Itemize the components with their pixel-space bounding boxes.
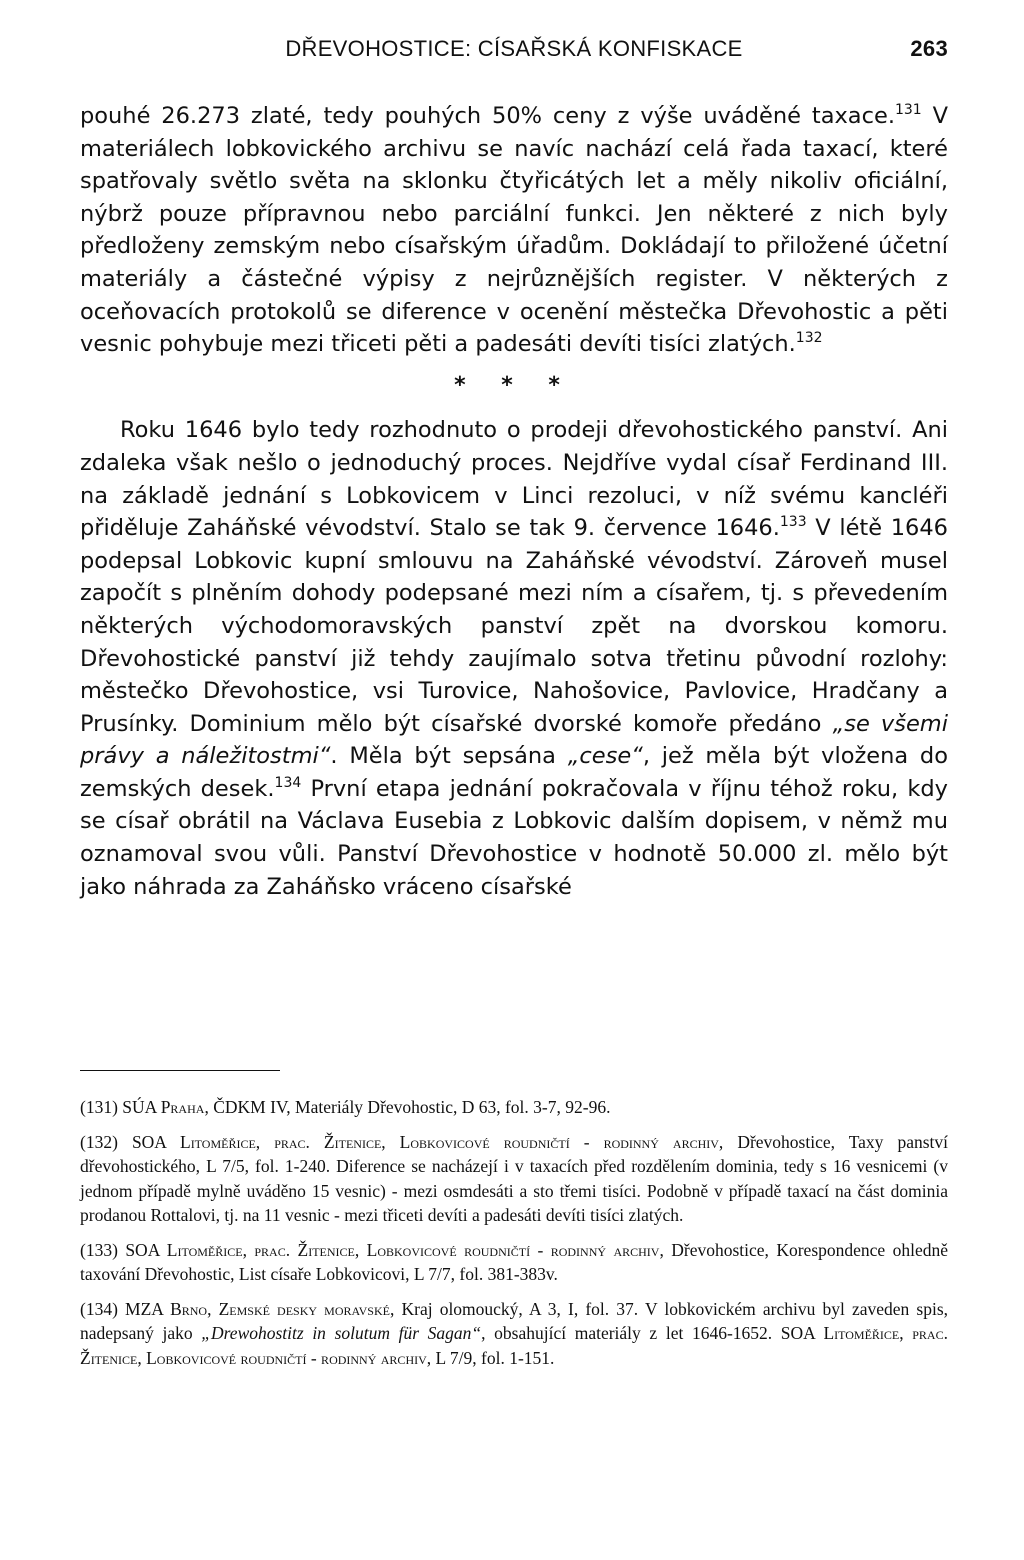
footnote-rule [80,1070,280,1071]
archive-name: SÚA Praha [122,1097,205,1117]
archive-name: SOA Litoměřice, prac. Žitenice, Lobkovicové roudničtí - rodinný archiv [131,1131,719,1152]
text-run: pouhé 26.273 zlaté, tedy pouhých 50% ceny z výše uváděné taxace. [80,103,895,129]
footnote-number: (133) [80,1239,118,1260]
text-run: , jež měla být vložena do zemských desek. [80,743,948,802]
archive-name: SOA Litoměřice, prac. Žitenice, Lobkovicové roudničtí - rodinný archiv [80,1323,948,1368]
archive-name: MZA Brno, Zemské desky moravské [125,1298,390,1319]
paragraph-2 [80,414,948,903]
italic-quote: „se všemi právy a náležitostmi“ [80,710,948,770]
footnote-134 [80,1297,948,1371]
footnote-ref-131[interactable]: 131 [894,102,922,118]
text-run: V létě 1646 podepsal Lobkovic kupní smlouvu na Zaháňské vévodství. Zároveň musel započít s plněním dohody podepsané mezi ním a císařem, tj. s převedením některých východomoravských panství zpět na dvorskou komoru. Dřevohostické panství již tehdy zaujímalo sotva třetinu původní rozlohy: městečko Dřevohostice, vsi Turovice, Nahošovice, Pavlovice, Hradčany a Prusínky. Dominium mělo být císařské dvorské komoře předáno [80,515,948,737]
footnote-ref-132[interactable]: 132 [795,330,823,347]
text-run: Roku 1646 bylo tedy rozhodnuto o prodeji dřevohostického panství. Ani zdaleka však nešlo o jednoduchý proces. Nejdříve vydal císař Ferdinand III. na základě jednání s Lobkovicem v Linci rezoluci, v níž svému kancléři přiděluje Zaháňské vévodství. Stalo se tak 9. července 1646. [80,417,948,542]
footnotes [80,1095,948,1380]
footnote-133 [80,1238,948,1287]
footnote-number: (134) [80,1298,118,1319]
footnote-number: (131) [80,1097,118,1117]
footnote-132 [80,1130,948,1228]
text-run: . Měla být sepsána [330,743,568,770]
footnote-text: , Dřevohostice, Taxy panství dřevohostického, L 7/5, fol. 1-240. Diference se nacházejí i v taxacích před rozdělením dominia, tedy s 16 vesnicemi (v jednom případě mylně uváděno 15 vesnic) - mezi osmdesáti a sto třemi tisíci. Podobně v případě taxací na část dominia prodanou Rottalovi, tj. na 11 vesnic - mezi třiceti devíti a padesáti devíti tisíci zlatých. [80,1131,948,1225]
footnote-text: , Kraj olomoucký, A 3, I, fol. 37. V lobkovickém archivu byl zaveden spis, nadepsaný jako [80,1298,949,1343]
main-text [80,100,948,903]
footnote-text: , ČDKM IV, Materiály Dřevohostic, D 63, fol. 3-7, 92-96. [204,1097,611,1117]
footnote-number: (132) [80,1131,118,1152]
footnote-text: , L 7/9, fol. 1-151. [426,1347,555,1368]
text-run: První etapa jednání pokračovala v říjnu téhož roku, kdy se císař obrátil na Václava Eusebia z Lobkovic dalším dopisem, v němž mu oznamoval svou vůli. Panství Dřevohostice v hodnotě 50.000 zl. mělo být jako náhrada za Zaháňsko vráceno císařské [80,775,948,900]
text-run: V materiálech lobkovického archivu se navíc nachází celá řada taxací, které spatřovaly světlo světa na sklonku čtyřicátých let a měly nikoliv oficiální, nýbrž pouze přípravnou nebo parciální funkci. Jen některé z nich byly předloženy zemským nebo císařským úřadům. Dokládají to přiložené účetní materiály a částečné výpisy z nejrůznějších register. V některých z oceňovacích protokolů se diference v ocenění městečka Dřevohostic a pěti vesnic pohybuje mezi třiceti pěti a padesáti devíti tisíci zlatých. [80,103,948,358]
footnote-text: , obsahující materiály z let 1646-1652. [481,1323,781,1343]
footnote-ref-134[interactable]: 134 [274,774,302,791]
archive-name: SOA Litoměřice, prac. Žitenice, Lobkovicové roudničtí - rodinný archiv [125,1239,660,1260]
running-title: DŘEVOHOSTICE: CÍSAŘSKÁ KONFISKACE [285,36,743,61]
footnote-ref-133[interactable]: 133 [779,514,807,531]
paragraph-1 [80,100,948,361]
page-number: 263 [910,36,948,61]
running-header [80,36,948,66]
italic-term: „cese“ [567,743,643,770]
footnote-131 [80,1095,948,1120]
section-separator: * * * [454,372,574,398]
footnote-text: , Dřevohostice, Korespondence ohledně taxování Dřevohostic, List císaře Lobkovicovi, L 7/7, fol. 381-383v. [80,1239,949,1284]
italic-title: „Drewohostitz in solutum für Sagan“ [201,1323,482,1343]
